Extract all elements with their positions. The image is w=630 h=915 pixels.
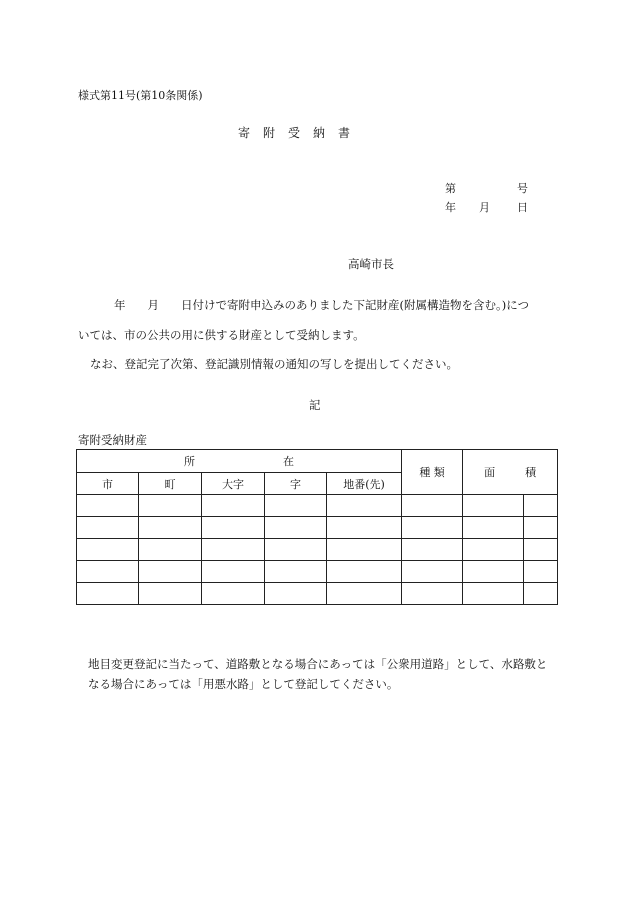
table-cell[interactable] <box>524 495 558 517</box>
body-month-label: 月 <box>147 298 159 312</box>
table-cell[interactable] <box>202 583 265 605</box>
date-year-label: 年 <box>445 201 456 214</box>
table-cell[interactable] <box>524 561 558 583</box>
table-cell[interactable] <box>327 517 402 539</box>
footer-note: 地目変更登記に当たって、道路敷となる場合にあっては「公衆用道路」として、水路敷となる場合にあっては「用悪水路」として登記してください。 <box>88 657 548 691</box>
table-cell[interactable] <box>327 539 402 561</box>
table-cell[interactable] <box>402 539 463 561</box>
subheader-lot-number: 地番(先) <box>327 473 402 495</box>
body-text-1: 日付けで寄附申込みのありました下記財産(附属構造物を含む。)につ <box>181 298 529 312</box>
table-caption: 寄附受納財産 <box>78 433 147 447</box>
table-cell[interactable] <box>463 539 524 561</box>
table-cell[interactable] <box>327 583 402 605</box>
table-cell[interactable] <box>524 583 558 605</box>
table-cell[interactable] <box>524 517 558 539</box>
type-header: 種 類 <box>402 450 463 495</box>
area-header-char-2: 積 <box>525 466 537 479</box>
subheader-aza: 字 <box>265 473 327 495</box>
table-cell[interactable] <box>402 561 463 583</box>
table-row <box>77 539 558 561</box>
date-day-label: 日 <box>517 201 528 214</box>
table-cell[interactable] <box>327 561 402 583</box>
table-cell[interactable] <box>402 495 463 517</box>
form-number: 様式第11号(第10条関係) <box>78 89 203 102</box>
subheader-oaza: 大字 <box>202 473 265 495</box>
table-cell[interactable] <box>202 495 265 517</box>
table-cell[interactable] <box>139 561 202 583</box>
area-header-char-1: 面 <box>484 466 496 479</box>
table-cell[interactable] <box>265 539 327 561</box>
addressee: 高崎市長 <box>348 257 394 271</box>
issue-date <box>445 199 528 215</box>
property-table <box>76 449 558 605</box>
table-cell[interactable] <box>139 495 202 517</box>
table-cell[interactable] <box>139 539 202 561</box>
doc-number-prefix: 第 <box>445 182 456 195</box>
body-paragraph-3: なお、登記完了次第、登記識別情報の通知の写しを提出してください。 <box>90 357 458 371</box>
table-row <box>77 583 558 605</box>
table-cell[interactable] <box>463 561 524 583</box>
table-cell[interactable] <box>77 561 139 583</box>
body-year-label: 年 <box>114 298 126 312</box>
table-cell[interactable] <box>327 495 402 517</box>
subheader-town: 町 <box>139 473 202 495</box>
table-cell[interactable] <box>77 583 139 605</box>
table-cell[interactable] <box>77 539 139 561</box>
table-row <box>77 495 558 517</box>
table-cell[interactable] <box>463 517 524 539</box>
table-cell[interactable] <box>265 517 327 539</box>
table-cell[interactable] <box>265 583 327 605</box>
table-cell[interactable] <box>463 495 524 517</box>
location-header-char-2: 在 <box>283 455 295 468</box>
table-row <box>77 561 558 583</box>
table-cell[interactable] <box>265 561 327 583</box>
table-cell[interactable] <box>463 583 524 605</box>
table-cell[interactable] <box>202 561 265 583</box>
table-cell[interactable] <box>139 517 202 539</box>
subheader-city: 市 <box>77 473 139 495</box>
document-number <box>445 180 528 196</box>
table-cell[interactable] <box>202 539 265 561</box>
table-row <box>77 517 558 539</box>
body-paragraph-1 <box>78 297 529 313</box>
table-cell[interactable] <box>265 495 327 517</box>
table-cell[interactable] <box>77 517 139 539</box>
ki-heading: 記 <box>309 398 321 412</box>
area-header <box>463 450 558 495</box>
table-cell[interactable] <box>402 517 463 539</box>
table-cell[interactable] <box>202 517 265 539</box>
table-cell[interactable] <box>139 583 202 605</box>
table-cell[interactable] <box>524 539 558 561</box>
location-header-char-1: 所 <box>184 455 196 468</box>
document-title: 寄附受納書 <box>238 126 364 140</box>
location-header <box>77 450 402 473</box>
doc-number-suffix: 号 <box>517 182 528 195</box>
body-paragraph-2: いては、市の公共の用に供する財産として受納します。 <box>78 328 365 342</box>
table-cell[interactable] <box>402 583 463 605</box>
date-month-label: 月 <box>479 201 490 214</box>
table-cell[interactable] <box>77 495 139 517</box>
